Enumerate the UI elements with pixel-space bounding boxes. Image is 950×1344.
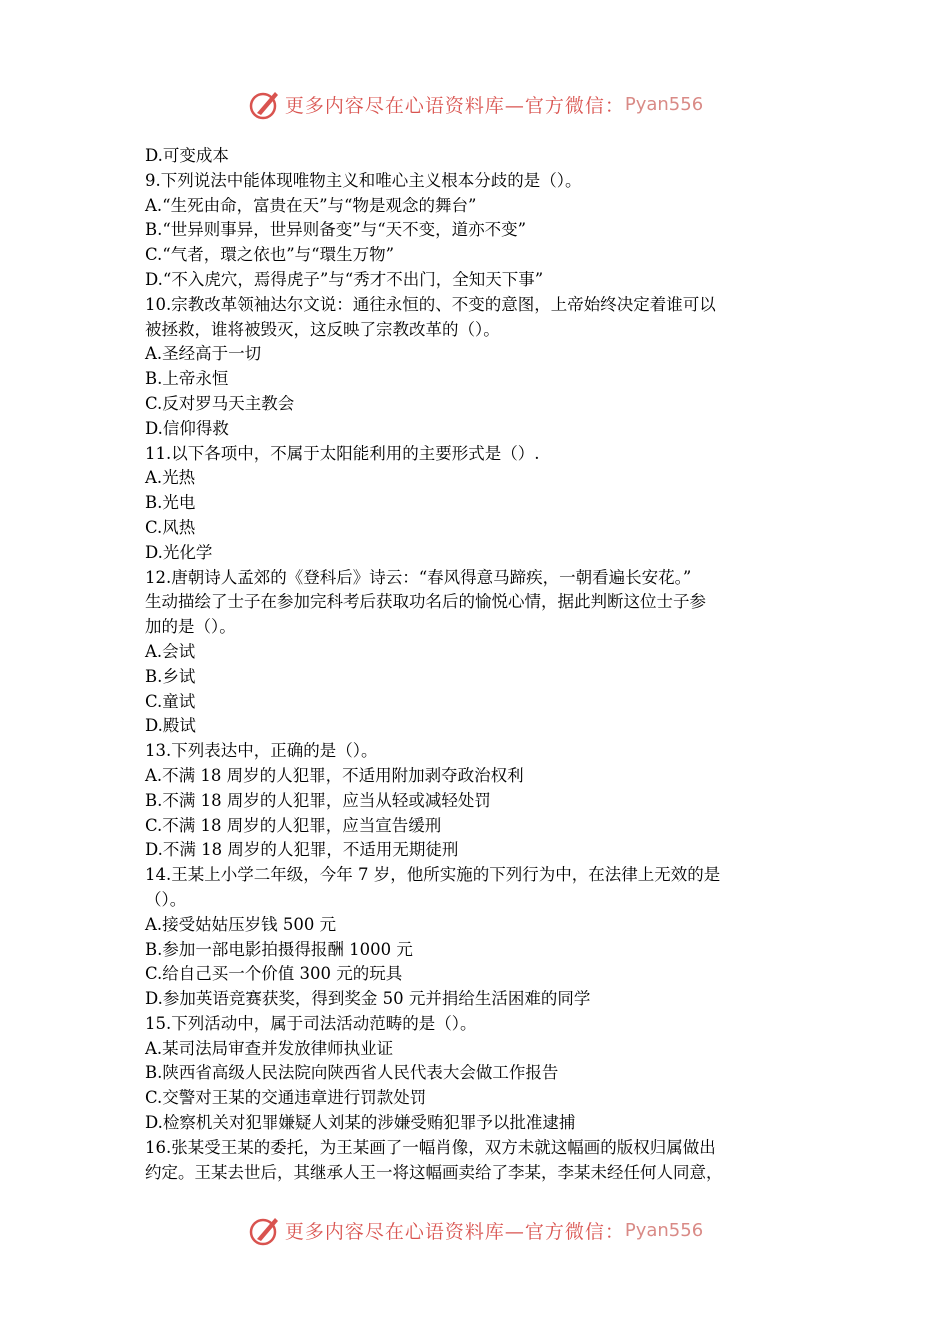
- text-line: 12.唐朝诗人孟郊的《登科后》诗云：“春风得意马蹄疾，一朝看遍长安花。”: [145, 567, 692, 587]
- text-line: D.信仰得救: [145, 418, 229, 438]
- text-line: D.可变成本: [145, 146, 229, 165]
- text-line: C.交警对王某的交通违章进行罚款处罚: [145, 1088, 427, 1108]
- text-line: B.陕西省高级人民法院向陕西省人民代表大会做工作报告: [145, 1063, 559, 1083]
- text-line: 16.张某受王某的委托，为王某画了一幅肖像，双方未就这幅画的版权归属做出: [145, 1137, 716, 1157]
- text-line: B.“世异则事异，世异则备变”与“天不变，道亦不变”: [145, 220, 527, 240]
- text-line: C.反对罗马天主教会: [145, 393, 295, 413]
- text-line: D.“不入虎穴，焉得虎子”与“秀才不出门，全知天下事”: [145, 269, 544, 289]
- banner-wechat-id: Pyan556: [624, 93, 704, 115]
- text-line: 13.下列表达中，正确的是（）。: [145, 741, 378, 761]
- text-line: 10.宗教改革领袖达尔文说：通往永恒的、不变的意图，上帝始终决定着谁可以: [145, 294, 716, 314]
- text-line: D.参加英语竞赛获奖，得到奖金 50 元并捐给生活困难的同学: [145, 989, 591, 1009]
- text-line: B.乡试: [145, 666, 196, 686]
- document-body: [145, 144, 815, 1185]
- text-line: 被拯救，谁将被毁灭，这反映了宗教改革的（）。: [145, 319, 500, 339]
- text-line: D.殿试: [145, 716, 196, 736]
- banner-text: 更多内容尽在心语资料库—官方微信：: [284, 1220, 625, 1243]
- text-line: 生动描绘了士子在参加完科考后获取功名后的愉悦心情，据此判断这位士子参: [145, 592, 706, 612]
- text-line: 14.王某上小学二年级，今年 7 岁，他所实施的下列行为中，在法律上无效的是: [145, 865, 721, 885]
- text-line: A.“生死由命，富贵在天”与“物是观念的舞台”: [145, 195, 477, 215]
- text-line: A.圣经高于一切: [145, 344, 262, 364]
- text-line: B.光电: [145, 493, 196, 513]
- header-banner: [0, 84, 950, 124]
- text-line: 11.以下各项中，不属于太阳能利用的主要形式是（）.: [145, 443, 540, 463]
- text-line: D.不满 18 周岁的人犯罪，不适用无期徒刑: [145, 840, 459, 860]
- text-line: B.参加一部电影拍摄得报酬 1000 元: [145, 939, 413, 959]
- footer-banner: [0, 1210, 950, 1250]
- text-line: C.风热: [145, 517, 196, 537]
- text-line: C.不满 18 周岁的人犯罪，应当宣告缓刑: [145, 815, 442, 835]
- text-line: A.不满 18 周岁的人犯罪，不适用附加剥夺政治权利: [145, 765, 524, 785]
- quill-logo-icon: [247, 86, 283, 122]
- text-line: C.童试: [145, 691, 196, 711]
- banner-wechat-id: Pyan556: [624, 1219, 704, 1241]
- text-line: 加的是（）。: [145, 617, 236, 637]
- quill-logo-icon: [247, 1212, 283, 1248]
- text-line: B.上帝永恒: [145, 369, 229, 389]
- text-line: C.“气者，環之依也”与“環生万物”: [145, 245, 395, 265]
- text-line: A.光热: [145, 468, 196, 488]
- text-line: （）。: [145, 889, 187, 909]
- text-line: 15.下列活动中，属于司法活动范畴的是（）。: [145, 1013, 477, 1033]
- text-line: D.检察机关对犯罪嫌疑人刘某的涉嫌受贿犯罪予以批准逮捕: [145, 1113, 576, 1133]
- text-line: A.某司法局审查并发放律师执业证: [145, 1038, 394, 1058]
- text-line: D.光化学: [145, 542, 213, 562]
- text-line: 约定。王某去世后，其继承人王一将这幅画卖给了李某，李某未经任何人同意，: [145, 1162, 723, 1182]
- banner-text: 更多内容尽在心语资料库—官方微信：: [284, 94, 625, 117]
- text-line: A.接受姑姑压岁钱 500 元: [145, 914, 337, 934]
- text-line: B.不满 18 周岁的人犯罪，应当从轻或减轻处罚: [145, 790, 491, 810]
- text-line: C.给自己买一个价值 300 元的玩具: [145, 964, 403, 984]
- text-line: 9.下列说法中能体现唯物主义和唯心主义根本分歧的是（）。: [145, 170, 582, 190]
- text-line: A.会试: [145, 641, 196, 661]
